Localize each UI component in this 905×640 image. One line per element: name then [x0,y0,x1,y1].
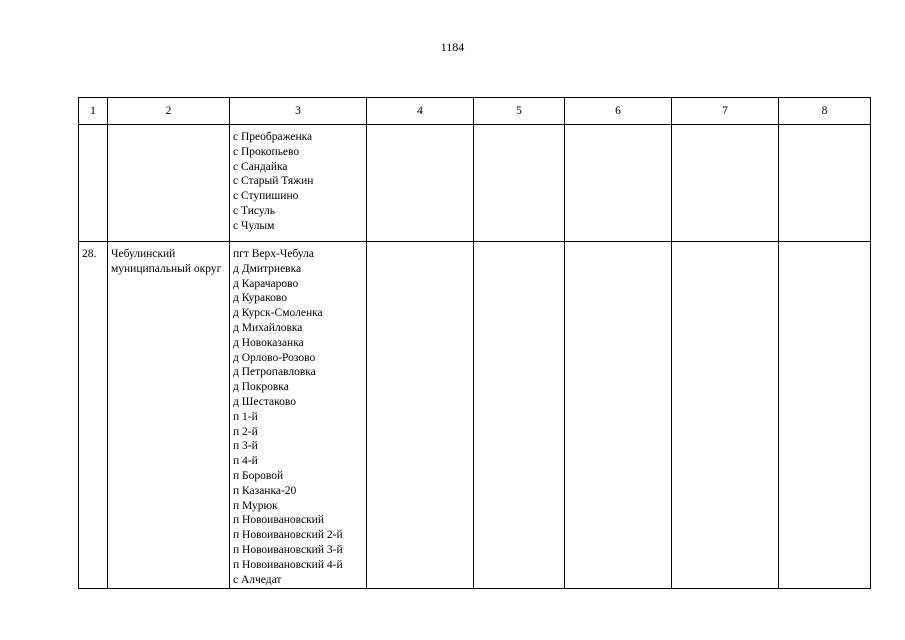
header-cell: 4 [367,98,474,125]
settlement-item: с Алчедат [233,573,282,586]
settlements-cell [230,242,367,589]
settlements-list [233,125,363,234]
settlement-item: с Ступишино [233,190,299,203]
settlement-item: с Преображенка [233,131,313,143]
settlement-item: с Тисуль [233,204,276,217]
settlement-item: п 1-й [233,410,258,423]
settlement-item: п 4-й [233,455,258,468]
row-number-cell: 28. [79,242,108,589]
empty-cell [474,242,565,589]
settlements-cell [230,125,367,242]
settlement-item: п Новоивановский [233,514,324,527]
page-number: 1184 [440,40,465,54]
settlement-item: п Мурюк [233,499,278,512]
settlement-item: д Шестаково [233,395,296,408]
municipality-name-cell: Чебулинский муниципальный округ [108,242,230,589]
empty-cell [779,242,871,589]
settlement-item: пгт Верх-Чебула [233,248,314,260]
table-row [79,125,871,242]
settlement-item: п 2-й [233,425,258,438]
settlements-list [233,242,363,587]
settlement-item: д Орлово-Розово [233,351,316,364]
empty-cell [367,242,474,589]
settlements-table [78,97,871,589]
row-number-cell [79,125,108,242]
empty-cell [779,125,871,242]
header-cell: 8 [779,98,871,125]
settlement-item: д Курск-Смоленка [233,307,323,320]
empty-cell [565,125,672,242]
table-row [79,242,871,589]
settlement-item: д Кураково [233,292,287,305]
settlement-item: с Сандайка [233,160,288,173]
empty-cell [474,125,565,242]
header-cell: 2 [108,98,230,125]
empty-cell [367,125,474,242]
settlement-item: с Прокопьево [233,145,300,158]
settlement-item: д Петропавловка [233,366,316,379]
header-cell: 7 [672,98,779,125]
header-cell: 6 [565,98,672,125]
settlement-item: п 3-й [233,440,258,453]
municipality-name-cell [108,125,230,242]
settlement-item: д Карачарово [233,277,299,290]
settlement-item: п Новоивановский 4-й [233,558,343,571]
header-cell: 1 [79,98,108,125]
settlement-item: п Казанка-20 [233,484,297,497]
table-header-row [79,98,871,125]
empty-cell [565,242,672,589]
settlement-item: д Михайловка [233,321,303,334]
empty-cell [672,242,779,589]
settlement-item: д Новоказанка [233,336,304,349]
header-cell: 5 [474,98,565,125]
settlement-item: п Боровой [233,469,284,482]
header-cell: 3 [230,98,367,125]
settlement-item: д Дмитриевка [233,262,302,275]
settlement-item: д Покровка [233,381,289,394]
settlement-item: с Чулым [233,219,275,232]
empty-cell [672,125,779,242]
settlement-item: п Новоивановский 3-й [233,543,343,556]
settlement-item: п Новоивановский 2-й [233,529,343,542]
settlement-item: с Старый Тяжин [233,175,314,188]
